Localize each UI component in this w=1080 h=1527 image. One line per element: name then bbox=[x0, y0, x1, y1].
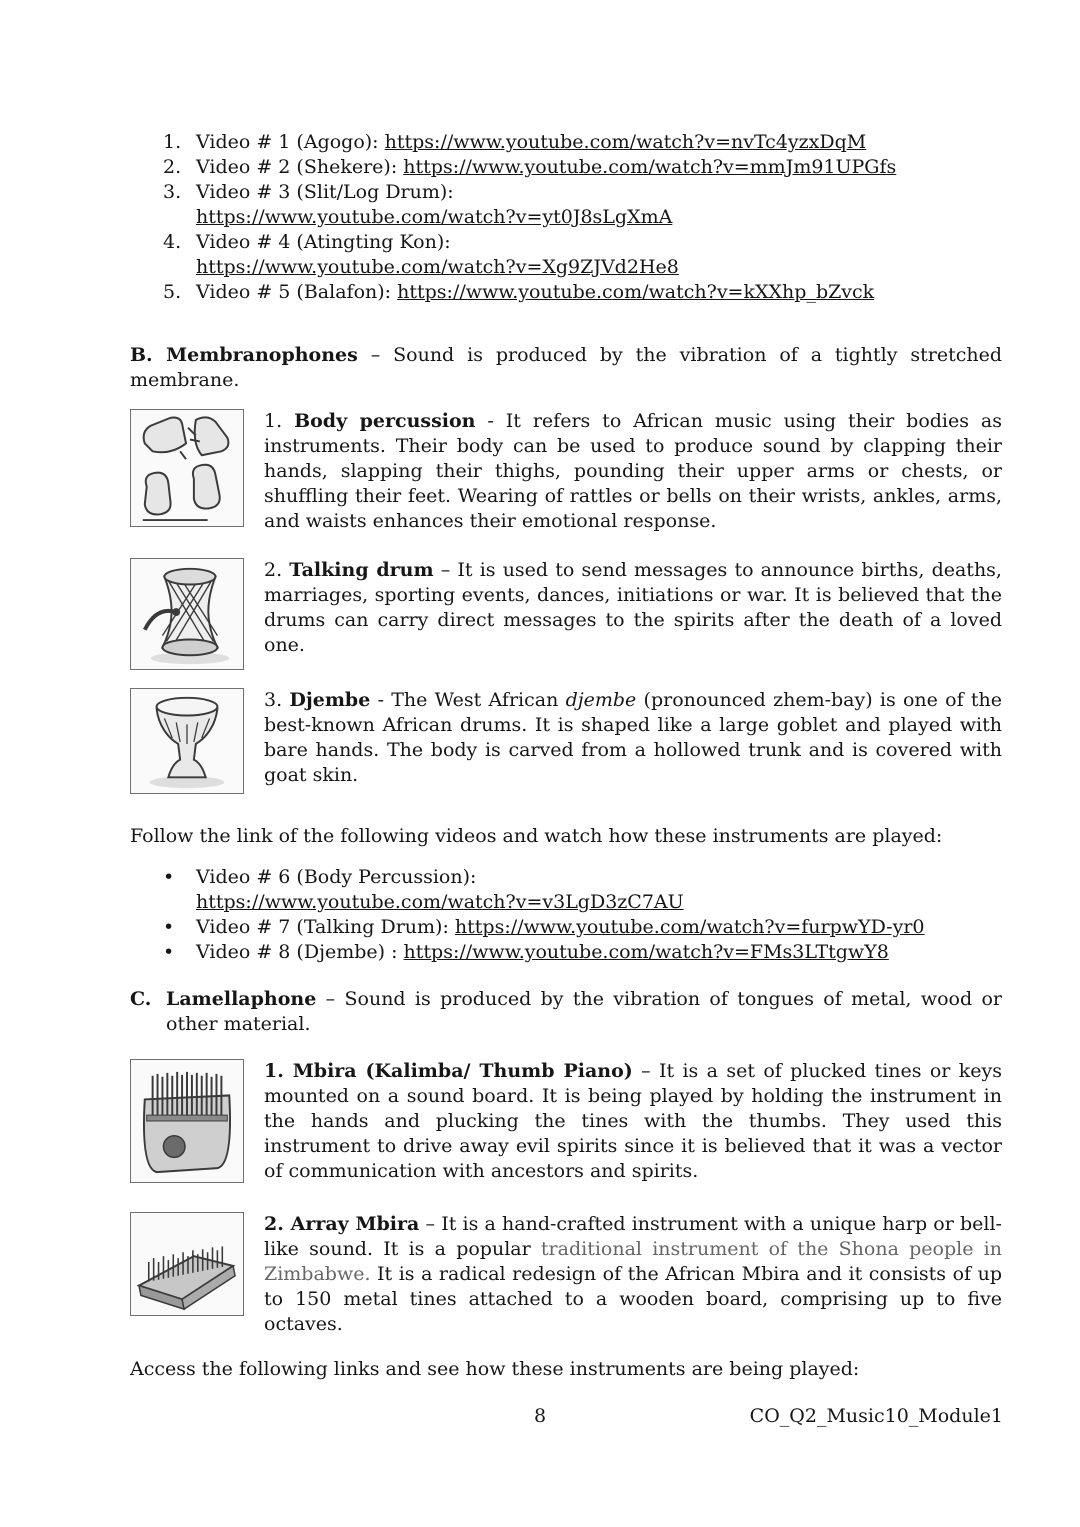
section-c-heading bbox=[130, 987, 1002, 1037]
list-item bbox=[163, 915, 1002, 940]
talking-drum-icon bbox=[131, 559, 243, 669]
section-c-letter: C. bbox=[130, 988, 152, 1010]
module-code: CO_Q2_Music10_Module1 bbox=[749, 1405, 1003, 1427]
video-label: Video # 6 (Body Percussion): bbox=[196, 866, 477, 888]
list-item bbox=[163, 230, 1002, 280]
list-number: 2. bbox=[163, 156, 182, 178]
array-mbira-image bbox=[130, 1212, 244, 1316]
bottom-video-list bbox=[163, 865, 1002, 965]
item-number: 1. bbox=[264, 410, 295, 432]
section-c-title: Lamellaphone bbox=[166, 988, 317, 1010]
mbira-image bbox=[130, 1059, 244, 1183]
section-b-lead: – Sound is produced by the vibration of a tightly stretched membrane. bbox=[130, 344, 1002, 391]
talking-drum-item bbox=[130, 558, 1002, 670]
access-text: Access the following links and see how these instruments are being played: bbox=[130, 1358, 860, 1380]
video-link[interactable]: https://www.youtube.com/watch?v=FMs3LTtgwY8 bbox=[403, 941, 889, 963]
djembe-text bbox=[264, 688, 1002, 794]
video-link[interactable]: https://www.youtube.com/watch?v=nvTc4yzxDqM bbox=[384, 131, 867, 153]
array-mbira-text bbox=[264, 1212, 1002, 1337]
item-separator: - bbox=[370, 689, 392, 711]
follow-text: Follow the link of the following videos and watch how these instruments are played: bbox=[130, 825, 943, 847]
body-percussion-icon bbox=[131, 410, 243, 526]
video-label: Video # 5 (Balafon): bbox=[196, 281, 398, 303]
mbira-text bbox=[264, 1059, 1002, 1184]
item-separator: – bbox=[433, 559, 458, 581]
body-percussion-text bbox=[264, 409, 1002, 534]
bullet-icon: • bbox=[163, 916, 175, 938]
item-description: The West African bbox=[391, 689, 566, 711]
talking-drum-image bbox=[130, 558, 244, 670]
item-description: It is a set of plucked tines or keys mounted on a sound board. It is being played by holding the instrument in the hands and plucking the tines with the thumbs. They used this instrument to drive away evil spirits since it is believed that it was a vector of communication with ancestors and spirits. bbox=[264, 1060, 1002, 1182]
item-description: It is used to send messages to announce births, deaths, marriages, sporting events, dances, initiations or war. It is believed that the drums can carry direct messages to the spirits after the death of a loved one. bbox=[264, 559, 1002, 656]
item-description: (pronounced zhem-bay) is one of the best-known African drums. It is shaped like a large goblet and played with bare hands. The body is carved from a hollowed trunk and is covered with goat skin. bbox=[264, 689, 1003, 786]
video-label: Video # 8 (Djembe) : bbox=[196, 941, 404, 963]
video-link[interactable]: https://www.youtube.com/watch?v=v3LgD3zC7AU bbox=[196, 891, 684, 913]
item-term: 1. Mbira (Kalimba/ Thumb Piano) bbox=[264, 1060, 633, 1082]
item-separator: – bbox=[632, 1060, 659, 1082]
bullet-icon: • bbox=[163, 866, 175, 888]
page-number: 8 bbox=[533, 1405, 547, 1427]
list-item bbox=[163, 155, 1002, 180]
section-b-title: B. Membranophones bbox=[130, 344, 358, 366]
body-percussion-image bbox=[130, 409, 244, 527]
mbira-item bbox=[130, 1059, 1002, 1184]
djembe-icon bbox=[131, 689, 243, 793]
item-separator: – bbox=[419, 1213, 442, 1235]
section-b-heading bbox=[130, 343, 1002, 393]
section-c-lead: – Sound is produced by the vibration of tongues of metal, wood or other material. bbox=[166, 988, 1002, 1035]
video-link[interactable]: https://www.youtube.com/watch?v=Xg9ZJVd2He8 bbox=[196, 256, 679, 278]
item-term: Body percussion bbox=[294, 410, 476, 432]
array-mbira-icon bbox=[131, 1213, 243, 1315]
page-footer bbox=[0, 1404, 1080, 1430]
video-link[interactable]: https://www.youtube.com/watch?v=mmJm91UPGfs bbox=[403, 156, 897, 178]
video-label: Video # 2 (Shekere): bbox=[196, 156, 404, 178]
array-mbira-item bbox=[130, 1212, 1002, 1337]
item-description: It refers to African music using their bodies as instruments. Their body can be used to produce sound by clapping their hands, slapping their thighs, pounding their upper arms or chests, or shuffling their feet. Wearing of rattles or bells on their wrists, ankles, arms, and waists enhances their emotional response. bbox=[264, 410, 1003, 532]
mbira-icon bbox=[131, 1060, 243, 1182]
list-item bbox=[163, 940, 1002, 965]
body-percussion-item bbox=[130, 409, 1002, 534]
list-number: 5. bbox=[163, 281, 182, 303]
video-label: Video # 4 (Atingting Kon): bbox=[196, 231, 451, 253]
talking-drum-text bbox=[264, 558, 1002, 670]
list-number: 1. bbox=[163, 131, 182, 153]
list-item bbox=[163, 130, 1002, 155]
video-link[interactable]: https://www.youtube.com/watch?v=yt0J8sLgXmA bbox=[196, 206, 673, 228]
list-item bbox=[163, 180, 1002, 230]
item-number: 2. bbox=[264, 559, 290, 581]
italic-term: djembe bbox=[565, 689, 637, 711]
list-item bbox=[163, 865, 1002, 915]
list-item bbox=[163, 280, 1002, 305]
bullet-icon: • bbox=[163, 941, 175, 963]
list-number: 4. bbox=[163, 231, 182, 253]
top-video-list bbox=[163, 130, 1002, 305]
item-description: It is a radical redesign of the African Mbira and it consists of up to 150 metal tines attached to a wooden board, comprising up to five octaves. bbox=[264, 1263, 1002, 1335]
item-separator: - bbox=[475, 410, 506, 432]
item-description-gray: traditional instrument of the Shona people in Zimbabwe. bbox=[264, 1238, 1002, 1285]
list-number: 3. bbox=[163, 181, 182, 203]
video-label: Video # 3 (Slit/Log Drum): bbox=[196, 181, 454, 203]
item-term: 2. Array Mbira bbox=[264, 1213, 420, 1235]
item-number: 3. bbox=[264, 689, 290, 711]
item-description: It is a hand-crafted instrument with a unique harp or bell-like sound. It is a popular bbox=[264, 1213, 1002, 1260]
video-link[interactable]: https://www.youtube.com/watch?v=kXXhp_bZvck bbox=[397, 281, 875, 303]
video-label: Video # 7 (Talking Drum): bbox=[196, 916, 455, 938]
video-label: Video # 1 (Agogo): bbox=[196, 131, 385, 153]
item-term: Talking drum bbox=[289, 559, 434, 581]
video-link[interactable]: https://www.youtube.com/watch?v=furpwYD-yr0 bbox=[454, 916, 925, 938]
djembe-image bbox=[130, 688, 244, 794]
djembe-item bbox=[130, 688, 1002, 794]
item-term: Djembe bbox=[289, 689, 371, 711]
